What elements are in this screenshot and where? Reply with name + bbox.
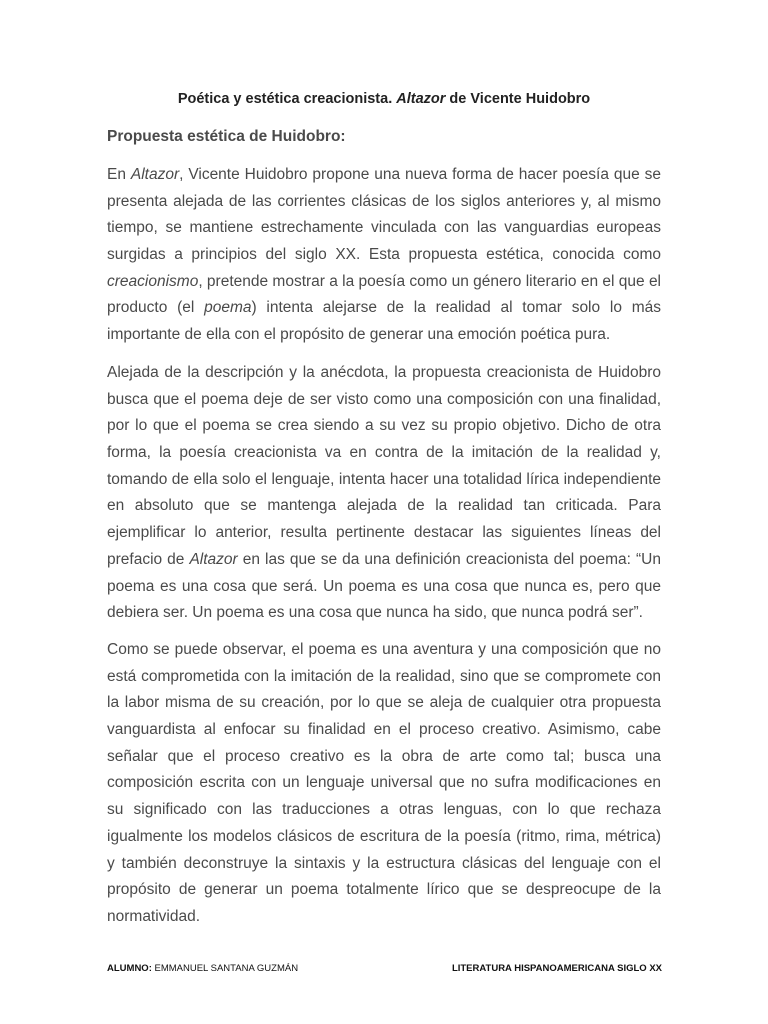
paragraph-line xyxy=(107,269,661,296)
paragraph-line: en absoluto que se mantenga alejada de la realidad tan criticada. Para xyxy=(107,497,661,515)
text-run: , pretende mostrar a la poesía como un género literario en el que el xyxy=(198,272,662,290)
text-run: , Vicente Huidobro propone una nueva forma de hacer poesía que se xyxy=(179,166,661,183)
paragraph-line: igualmente los modelos clásicos de escritura de la poesía (ritmo, rima, métrica) xyxy=(107,827,661,845)
paragraph-line: está comprometida con la imitación de la realidad, sino que se compromete con xyxy=(107,667,661,685)
paragraph-line: su significado con las traducciones a otras lenguas, con lo que rechaza xyxy=(107,801,661,819)
title-part-2: de Vicente Huidobro xyxy=(445,91,591,107)
paragraph-line xyxy=(107,162,661,189)
paragraph-line: vanguardista al enfocar su finalidad en el proceso creativo. Asimismo, cabe xyxy=(107,721,661,739)
title-italic-work: Altazor xyxy=(396,91,446,107)
text-run: ) intenta alejarse de la realidad al tomar solo lo más xyxy=(251,299,661,317)
paragraph-line: por lo que el poema se crea siendo a su vez su propio objetivo. Dicho de otra xyxy=(107,417,661,435)
paragraph-line: poema es una cosa que será. Un poema es una cosa que nunca es, pero que xyxy=(107,577,661,595)
text-run: En xyxy=(107,166,131,183)
title-part-1: Poética y estética creacionista. xyxy=(177,91,397,107)
paragraph-line: y también deconstruye la sintaxis y la estructura clásicas del lenguaje con el xyxy=(107,854,661,872)
paragraph-line: importante de ella con el propósito de generar una emoción poética pura. xyxy=(107,326,611,344)
paragraph-line: propósito de generar un poema totalmente lírico que se despreocupe de la xyxy=(107,881,661,899)
paragraph-line: tomando de ella solo el lenguaje, intenta hacer una totalidad lírica independiente xyxy=(107,470,661,488)
text-run: en las que se da una definición creacionista del poema: “Un xyxy=(237,550,661,568)
document-title xyxy=(0,91,768,107)
section-heading: Propuesta estética de Huidobro: xyxy=(107,128,346,145)
italic-run: poema xyxy=(204,299,252,317)
italic-run: Altazor xyxy=(130,166,180,183)
italic-run: Altazor xyxy=(189,550,238,568)
paragraph-line: busca que el poema deje de ser visto como una composición con una finalidad, xyxy=(107,390,661,408)
paragraph-line: presenta alejada de las corrientes clásicas de los siglos anteriores y, al mismo xyxy=(107,192,661,210)
text-run: prefacio de xyxy=(107,550,190,568)
footer-student-label: ALUMNO: xyxy=(107,963,152,974)
paragraph-line: ejemplificar lo anterior, resulta pertinente destacar las siguientes líneas del xyxy=(107,524,661,542)
paragraph-line: normatividad. xyxy=(107,907,201,925)
paragraph-line: la labor misma de su creación, por lo que se aleja de cualquier otra propuesta xyxy=(107,694,661,712)
paragraph-line: forma, la poesía creacionista va en contra de la imitación de la realidad y, xyxy=(107,444,661,462)
paragraph-line: Alejada de la descripción y la anécdota, la propuesta creacionista de Huidobro xyxy=(107,364,661,381)
paragraph-line: debiera ser. Un poema es una cosa que nunca ha sido, que nunca podrá ser”. xyxy=(107,604,643,622)
paragraph-line xyxy=(107,547,661,574)
paragraph-line: surgidas a principios del siglo XX. Esta propuesta estética, conocida como xyxy=(107,246,661,264)
paragraph-line xyxy=(107,295,661,322)
footer-student-name: EMMANUEL SANTANA GUZMÁN xyxy=(151,963,299,974)
paragraph-line: tiempo, se mantiene estrechamente vinculada con las vanguardias europeas xyxy=(107,219,661,237)
paragraph-line: composición escrita con un lenguaje universal que no sufra modificaciones en xyxy=(107,774,661,792)
paragraph-2 xyxy=(107,360,661,627)
footer-student xyxy=(107,963,298,974)
footer-course: LITERATURA HISPANOAMERICANA SIGLO XX xyxy=(451,963,662,974)
paragraph-line: Como se puede observar, el poema es una aventura y una composición que no xyxy=(107,641,661,658)
italic-run: creacionismo xyxy=(107,272,199,290)
paragraph-1 xyxy=(107,162,661,349)
paragraph-3 xyxy=(107,637,661,931)
text-run: producto (el xyxy=(107,299,205,317)
paragraph-line: señalar que el proceso creativo es la obra de arte como tal; busca una xyxy=(107,747,661,765)
